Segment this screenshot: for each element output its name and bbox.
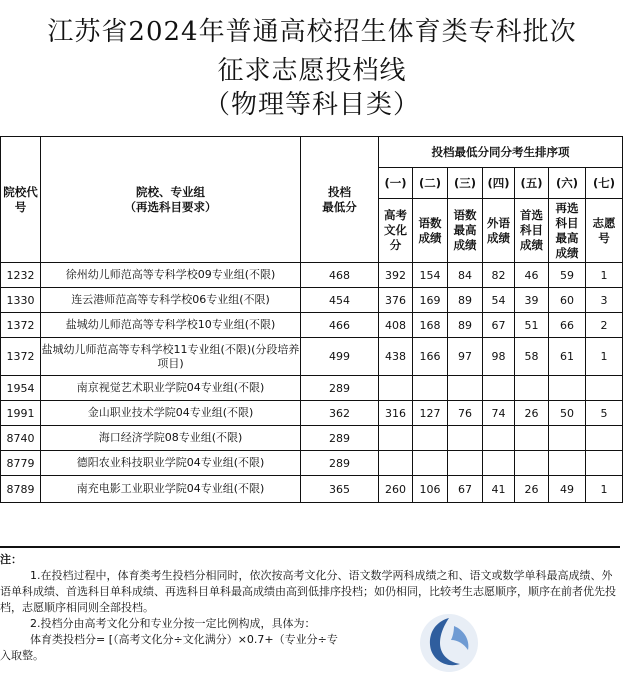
cell-score: 499 <box>301 338 379 376</box>
cell-name: 盐城幼儿师范高等专科学校11专业组(不限)(分段培养项目) <box>41 338 301 376</box>
cell-r1 <box>379 376 413 401</box>
cell-score: 289 <box>301 376 379 401</box>
rank-label-header: 语数成绩 <box>413 199 448 263</box>
note-2-formula: 体育类投档分= [（高考文化分÷文化满分）×0.7+（专业分÷专 <box>30 633 338 646</box>
cell-r5: 58 <box>515 338 549 376</box>
rank-label-header: 外语成绩 <box>483 199 515 263</box>
cell-r4: 67 <box>483 313 515 338</box>
cell-score: 362 <box>301 401 379 426</box>
cell-r5: 51 <box>515 313 549 338</box>
cell-code: 1372 <box>1 338 41 376</box>
cell-name: 金山职业技术学院04专业组(不限) <box>41 401 301 426</box>
table-row <box>1 451 623 476</box>
cell-r4: 82 <box>483 263 515 288</box>
cell-r4 <box>483 451 515 476</box>
cell-r5 <box>515 451 549 476</box>
cell-r6: 49 <box>549 476 586 503</box>
cell-r2: 166 <box>413 338 448 376</box>
cell-code: 1232 <box>1 263 41 288</box>
cell-score: 454 <box>301 288 379 313</box>
cell-r2 <box>413 376 448 401</box>
cell-r5: 26 <box>515 401 549 426</box>
cell-r7: 1 <box>586 263 623 288</box>
cell-r3 <box>448 451 483 476</box>
cell-r4: 74 <box>483 401 515 426</box>
cell-r4: 54 <box>483 288 515 313</box>
rank-label-header: 高考文化分 <box>379 199 413 263</box>
table-row <box>1 263 623 288</box>
cell-r1 <box>379 426 413 451</box>
cell-r4: 98 <box>483 338 515 376</box>
cell-r7: 3 <box>586 288 623 313</box>
cell-r7: 5 <box>586 401 623 426</box>
cell-r3: 89 <box>448 313 483 338</box>
cell-r7: 1 <box>586 476 623 503</box>
cell-r2 <box>413 426 448 451</box>
cell-code: 1954 <box>1 376 41 401</box>
cell-r3: 84 <box>448 263 483 288</box>
cell-code: 8740 <box>1 426 41 451</box>
cell-r3: 76 <box>448 401 483 426</box>
cell-score: 468 <box>301 263 379 288</box>
cell-code: 1330 <box>1 288 41 313</box>
cell-r2: 106 <box>413 476 448 503</box>
cell-r7 <box>586 451 623 476</box>
notes-heading: 注： <box>0 553 22 566</box>
cell-r6: 61 <box>549 338 586 376</box>
cell-r1: 408 <box>379 313 413 338</box>
cell-r6 <box>549 376 586 401</box>
cell-r5: 39 <box>515 288 549 313</box>
cell-score: 466 <box>301 313 379 338</box>
header-rank-group: 投档最低分同分考生排序项 <box>379 137 623 168</box>
cell-code: 1372 <box>1 313 41 338</box>
header-code: 院校代号 <box>1 137 41 263</box>
page-title-line3: （物理等科目类） <box>203 90 420 120</box>
cell-score: 365 <box>301 476 379 503</box>
cell-r6: 66 <box>549 313 586 338</box>
watermark-logo-icon <box>418 612 480 674</box>
rank-number-header: (七) <box>586 168 623 199</box>
note-2: 2.投档分由高考文化分和专业分按一定比例构成，具体为： <box>30 617 316 630</box>
rank-label-header: 志愿号 <box>586 199 623 263</box>
cell-name: 盐城幼儿师范高等专科学校10专业组(不限) <box>41 313 301 338</box>
cell-name: 德阳农业科技职业学院04专业组(不限) <box>41 451 301 476</box>
table-row <box>1 288 623 313</box>
cell-r6 <box>549 426 586 451</box>
header-name: 院校、专业组 （再选科目要求） <box>41 137 301 263</box>
cell-r1: 316 <box>379 401 413 426</box>
cell-r6: 59 <box>549 263 586 288</box>
rank-number-header: (三) <box>448 168 483 199</box>
cell-r2 <box>413 451 448 476</box>
page-title-line2: 征求志愿投档线 <box>217 56 407 86</box>
cell-code: 8779 <box>1 451 41 476</box>
table-row <box>1 426 623 451</box>
cell-r4: 41 <box>483 476 515 503</box>
cell-r3 <box>448 426 483 451</box>
cell-name: 南京视觉艺术职业学院04专业组(不限) <box>41 376 301 401</box>
cell-r1: 260 <box>379 476 413 503</box>
cell-score: 289 <box>301 426 379 451</box>
rank-number-header: (六) <box>549 168 586 199</box>
rank-label-header: 语数最高成绩 <box>448 199 483 263</box>
cell-r5: 46 <box>515 263 549 288</box>
cell-r1: 376 <box>379 288 413 313</box>
cell-score: 289 <box>301 451 379 476</box>
cell-r1: 392 <box>379 263 413 288</box>
cell-r7: 1 <box>586 338 623 376</box>
cell-r4 <box>483 426 515 451</box>
cell-r6 <box>549 451 586 476</box>
cell-r4 <box>483 376 515 401</box>
header-min-score: 投档 最低分 <box>301 137 379 263</box>
table-row <box>1 338 623 376</box>
cell-name: 海口经济学院08专业组(不限) <box>41 426 301 451</box>
cell-r3: 97 <box>448 338 483 376</box>
notes-section <box>0 546 620 664</box>
cell-name: 南充电影工业职业学院04专业组(不限) <box>41 476 301 503</box>
rank-number-header: (四) <box>483 168 515 199</box>
cell-name: 徐州幼儿师范高等专科学校09专业组(不限) <box>41 263 301 288</box>
cell-r3 <box>448 376 483 401</box>
cell-r5: 26 <box>515 476 549 503</box>
cell-r3: 67 <box>448 476 483 503</box>
cell-r2: 168 <box>413 313 448 338</box>
cell-r6: 60 <box>549 288 586 313</box>
cell-r6: 50 <box>549 401 586 426</box>
cell-r2: 127 <box>413 401 448 426</box>
rank-number-header: (一) <box>379 168 413 199</box>
cell-r2: 169 <box>413 288 448 313</box>
admission-score-table <box>0 136 623 503</box>
note-1: 1.在投档过程中，体育类考生投档分相同时，依次按高考文化分、语文数学两科成绩之和、语文或数学单科最高成绩、外语单科成绩、首选科目单科成绩、再选科目单科最高成绩由高到低排序投档；如仍相同，比较考生志愿顺序，顺序在前者优先投档，志愿顺序相同则全部投档。 <box>0 569 616 614</box>
table-row <box>1 476 623 503</box>
cell-r1 <box>379 451 413 476</box>
table-row <box>1 313 623 338</box>
cell-code: 8789 <box>1 476 41 503</box>
cell-r7: 2 <box>586 313 623 338</box>
cell-r1: 438 <box>379 338 413 376</box>
cell-r3: 89 <box>448 288 483 313</box>
rank-label-header: 首选科目成绩 <box>515 199 549 263</box>
rank-number-header: (五) <box>515 168 549 199</box>
cell-r7 <box>586 376 623 401</box>
table-row <box>1 376 623 401</box>
table-row <box>1 401 623 426</box>
cell-name: 连云港师范高等专科学校06专业组(不限) <box>41 288 301 313</box>
page-title-line1: 江苏省2024年普通高校招生体育类专科批次 <box>47 17 577 47</box>
rank-label-header: 再选科目最高成绩 <box>549 199 586 263</box>
cell-code: 1991 <box>1 401 41 426</box>
cell-r5 <box>515 426 549 451</box>
note-2-tail: 入取整。 <box>0 649 44 662</box>
cell-r7 <box>586 426 623 451</box>
rank-number-header: (二) <box>413 168 448 199</box>
cell-r5 <box>515 376 549 401</box>
cell-r2: 154 <box>413 263 448 288</box>
